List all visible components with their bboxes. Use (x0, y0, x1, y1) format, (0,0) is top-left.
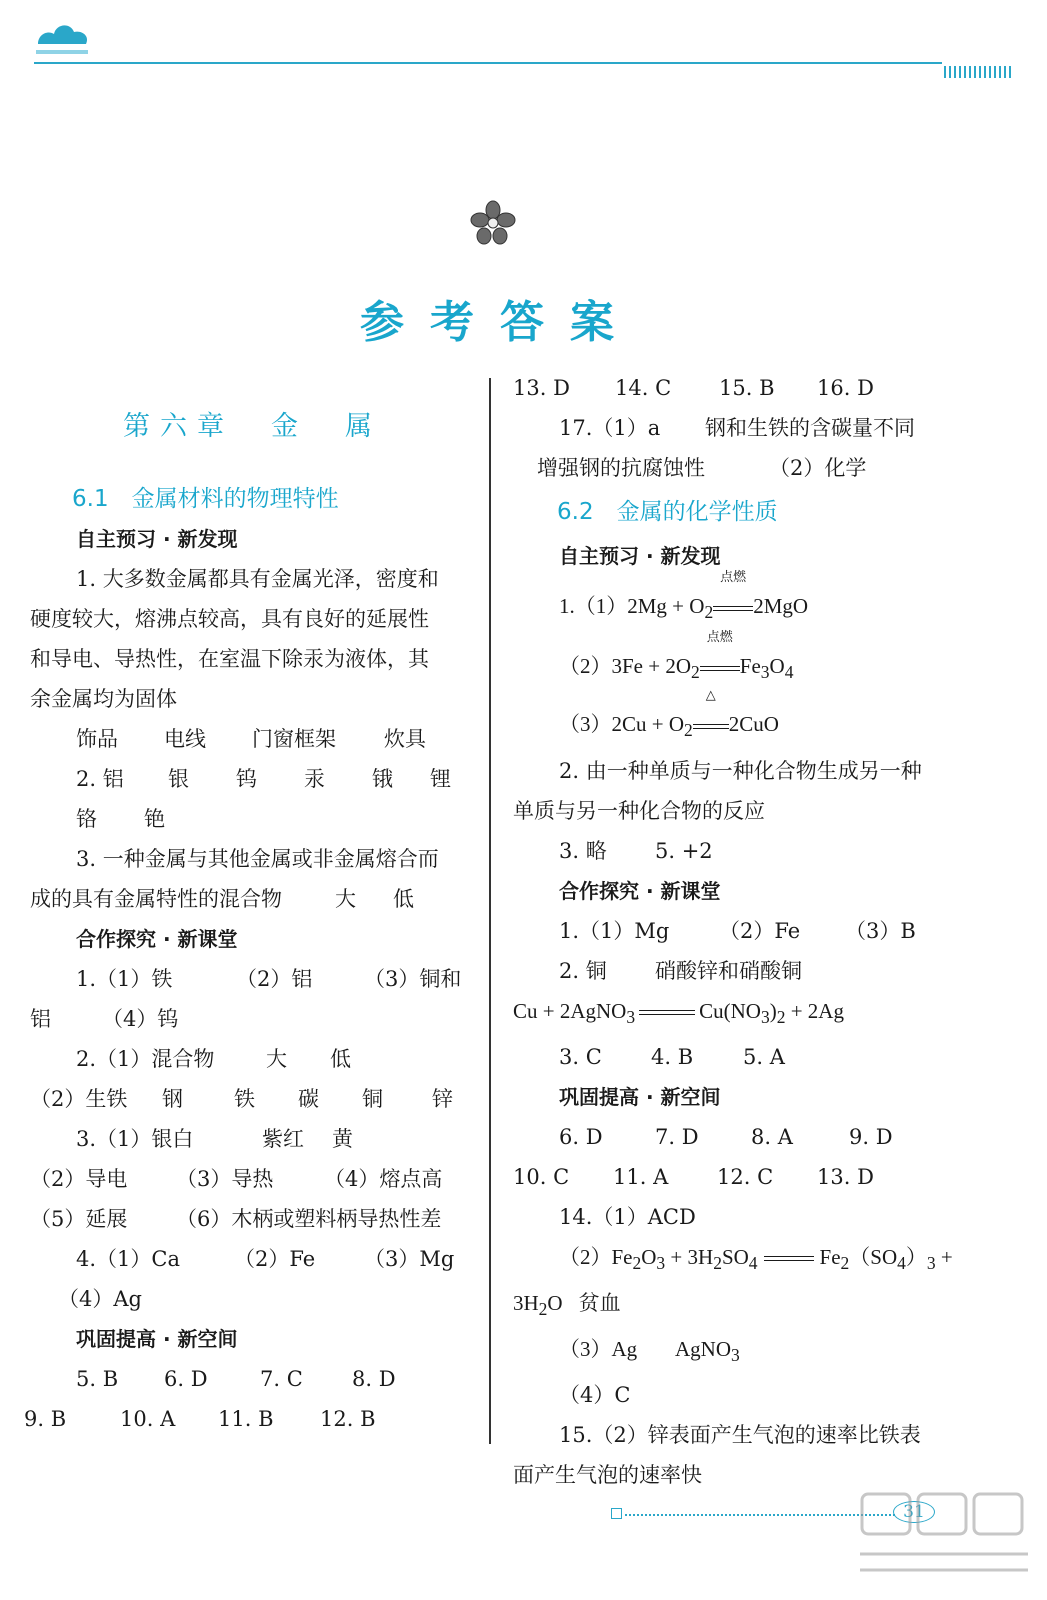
answer-row (513, 448, 983, 488)
eq-sub: 3 (926, 1252, 936, 1273)
answer: 锇 (372, 767, 393, 791)
reaction-arrow (700, 629, 740, 686)
eq-sub: 4 (897, 1252, 906, 1273)
answer-row (30, 879, 475, 919)
answer: 铜 (362, 1087, 383, 1111)
eq-sub: 3 (656, 1252, 666, 1273)
answer-row (513, 368, 983, 408)
answer-row (30, 959, 475, 999)
answer: 增强钢的抗腐蚀性 (537, 456, 705, 480)
answer: 6. D (164, 1367, 208, 1391)
eq-part: 贫血 (578, 1290, 621, 1315)
eq-sub: 2 (538, 1299, 548, 1320)
answer: 3. C (559, 1044, 602, 1069)
eq-sub: 4 (748, 1252, 758, 1273)
answer-row (24, 1399, 475, 1439)
eq-part: SO (721, 1244, 749, 1269)
reaction-condition: 点燃 (706, 629, 733, 645)
header-rule (34, 62, 942, 64)
eq-part: 3H (513, 1290, 539, 1315)
eq-part: + 2Ag (785, 998, 844, 1023)
answer: （2）Fe (719, 918, 801, 943)
eq-sub: 2 (704, 602, 714, 623)
reaction-condition: △ (705, 687, 716, 703)
eq-sub: 2 (713, 1252, 722, 1273)
answer: （2）Fe (234, 1247, 316, 1271)
header-ticks (944, 66, 1014, 78)
answer-row (513, 951, 983, 991)
answer: 大 (335, 887, 356, 911)
section-heading: 6.2 金属的化学性质 (557, 499, 778, 525)
cloud-logo-icon (34, 14, 94, 60)
column-divider (489, 378, 491, 1444)
answer: 13. D (513, 376, 570, 400)
eq-part: 1.（1）2Mg + O (559, 594, 705, 618)
answer: 成的具有金属特性的混合物 (30, 887, 282, 911)
answer: 大 (266, 1047, 287, 1071)
eq-part: （3）2Cu + O (559, 712, 685, 737)
subheading: 自主预习 · 新发现 (76, 527, 238, 551)
answer: 5. A (743, 1044, 785, 1069)
answer: 5. +2 (655, 838, 713, 863)
answer-row (513, 1157, 983, 1197)
answer: 10. C (513, 1164, 570, 1189)
eq-sub: 3 (731, 1345, 740, 1366)
answer-row (30, 719, 475, 759)
answer: 硝酸锌和硝酸铜 (655, 958, 802, 983)
eq-part: ） (905, 1244, 927, 1269)
text-line: 14.（1）ACD (559, 1204, 696, 1229)
text-line: 和导电、导热性，在室温下除汞为液体，其 (30, 647, 429, 671)
answer: 1.（1）铁 (76, 967, 173, 991)
reaction-arrow (693, 687, 729, 744)
answer: 饰品 (76, 727, 118, 751)
eq-part: ) (769, 998, 777, 1023)
eq-part: + 3H (665, 1244, 714, 1269)
eq-part: （2）Fe (559, 1244, 633, 1269)
equation-row (513, 629, 983, 692)
page-title: 参考答案 (360, 297, 640, 348)
subheading: 自主预习 · 新发现 (559, 544, 721, 568)
answer-row (30, 1239, 475, 1279)
answer: 15. B (719, 376, 775, 400)
section-heading: 6.1 金属材料的物理特性 (72, 486, 339, 512)
text-line: 单质与另一种化合物的反应 (513, 798, 765, 823)
answer: 低 (330, 1047, 351, 1071)
answer: 16. D (817, 376, 874, 400)
answer: （2）导电 (30, 1167, 128, 1191)
footer-square-icon (611, 1508, 622, 1519)
eq-sub: 2 (840, 1252, 850, 1273)
right-column (513, 368, 983, 1495)
watermark-logo-icon (850, 1474, 1040, 1584)
answer: 银 (168, 767, 189, 791)
answer: 10. A (120, 1407, 176, 1431)
answer-row (513, 831, 983, 871)
answer-row (30, 1199, 475, 1239)
eq-part: Fe (819, 1244, 841, 1269)
eq-part: （SO (849, 1244, 898, 1269)
answer: 13. D (817, 1164, 874, 1189)
answer-row (513, 1037, 983, 1077)
answer: 7. D (655, 1124, 699, 1149)
answer-row (30, 1359, 475, 1399)
answer: 铁 (234, 1087, 255, 1111)
answer-row (30, 1119, 475, 1159)
answer: 4. B (651, 1044, 694, 1069)
answer: 2. 铝 (76, 767, 124, 791)
eq-part: 2MgO (753, 594, 809, 618)
answer: （4）熔点高 (324, 1167, 443, 1191)
eq-sub: 3 (760, 1006, 770, 1027)
answer: 钢和生铁的含碳量不同 (705, 416, 915, 440)
answer: 4.（1）Ca (76, 1247, 180, 1271)
answer: 8. A (751, 1124, 793, 1149)
eq-part: O (547, 1290, 563, 1315)
answer-row (513, 1329, 983, 1375)
eq-sub: 2 (684, 720, 693, 741)
answer: （3）铜和 (364, 967, 462, 991)
equation-row (513, 569, 983, 632)
answer: 锌 (432, 1087, 453, 1111)
left-column (24, 395, 475, 1439)
answer: 11. A (613, 1164, 669, 1189)
answer: AgNO (675, 1337, 731, 1362)
eq-part: Fe (739, 654, 761, 679)
answer: 8. D (352, 1367, 396, 1391)
subheading: 合作探究 · 新课堂 (559, 878, 721, 903)
answer: （4）钨 (102, 1007, 179, 1031)
answer: 铬 (76, 807, 97, 831)
subheading: 巩固提高 · 新空间 (76, 1327, 238, 1351)
equation-row (513, 991, 983, 1037)
answer: 3. 略 (559, 838, 607, 863)
answer-row (30, 1039, 475, 1079)
answer-row (513, 408, 983, 448)
eq-part: Cu + 2AgNO (513, 998, 627, 1023)
answer: 9. D (849, 1124, 893, 1149)
equation-row (513, 1283, 983, 1329)
text-line: 硬度较大，熔沸点较高，具有良好的延展性 (30, 607, 429, 631)
answer: 6. D (559, 1124, 603, 1149)
flower-icon (470, 200, 516, 246)
reaction-arrow (764, 1237, 814, 1277)
text-line: 余金属均为固体 (30, 687, 177, 711)
answer: 电线 (164, 727, 206, 751)
text-line: 15.（2）锌表面产生气泡的速率比铁表 (559, 1423, 921, 1448)
answer: 锂 (430, 767, 451, 791)
answer: 12. B (320, 1407, 376, 1431)
answer: 铯 (144, 807, 165, 831)
answer: 12. C (717, 1164, 774, 1189)
answer: 铝 (30, 1007, 51, 1031)
answer: （2）铝 (236, 967, 313, 991)
reaction-arrow (713, 569, 753, 626)
eq-sub: 3 (760, 662, 770, 683)
answer: （2）生铁 (30, 1087, 128, 1111)
text-line: 1. 大多数金属都具有金属光泽，密度和 (76, 567, 439, 591)
answer: 门窗框架 (252, 727, 336, 751)
answer: 2.（1）混合物 (76, 1047, 215, 1071)
subheading: 巩固提高 · 新空间 (559, 1084, 721, 1109)
equation-row (513, 1237, 983, 1283)
answer: 9. B (24, 1407, 67, 1431)
page-number: 31 (893, 1501, 935, 1523)
eq-part: + (935, 1244, 953, 1269)
equation-row (513, 687, 983, 750)
answer: （6）木柄或塑料柄导热性差 (176, 1207, 442, 1231)
answer: （3）B (845, 918, 916, 943)
eq-part: 2CuO (728, 712, 779, 737)
answer: 碳 (298, 1087, 319, 1111)
text-line: 面产生气泡的速率快 (513, 1463, 702, 1488)
answer-row (30, 1079, 475, 1119)
answer: 黄 (332, 1127, 353, 1151)
answer: 紫红 (262, 1127, 304, 1151)
answer: 7. C (260, 1367, 303, 1391)
answer: 钨 (236, 767, 257, 791)
text-line: 2. 由一种单质与一种化合物生成另一种 (559, 758, 922, 783)
answer: （3）导热 (176, 1167, 274, 1191)
answer: 汞 (304, 767, 325, 791)
text-line: （4）C (559, 1383, 631, 1408)
answer-row (513, 1117, 983, 1157)
eq-part: Cu(NO (699, 998, 761, 1023)
answer: 11. B (218, 1407, 274, 1431)
eq-part: O (641, 1244, 657, 1269)
answer: （3）Ag (559, 1337, 638, 1362)
eq-part: O (769, 654, 785, 679)
answer: 3.（1）银白 (76, 1127, 194, 1151)
text-line: 3. 一种金属与其他金属或非金属熔合而 (76, 847, 439, 871)
reaction-condition: 点燃 (720, 569, 747, 584)
answer: （2）化学 (769, 456, 867, 480)
eq-sub: 4 (784, 662, 794, 683)
answer: 钢 (162, 1087, 183, 1111)
answer: 5. B (76, 1367, 119, 1391)
answer: 2. 铜 (559, 958, 607, 983)
eq-sub: 2 (691, 662, 700, 683)
answer-row (30, 999, 475, 1039)
answer: 17.（1）a (559, 416, 661, 440)
eq-sub: 3 (626, 1006, 636, 1027)
text-line: （4）Ag (58, 1287, 142, 1311)
answer: （3）Mg (364, 1247, 455, 1271)
eq-sub: 2 (632, 1252, 642, 1273)
answer-row (30, 759, 475, 799)
eq-part: （2）3Fe + 2O (559, 654, 692, 679)
eq-sub: 2 (776, 1006, 786, 1027)
subheading: 合作探究 · 新课堂 (76, 927, 238, 951)
answer: 低 (393, 887, 414, 911)
answer: （5）延展 (30, 1207, 128, 1231)
answer-row (30, 799, 475, 839)
answer: 炊具 (384, 727, 426, 751)
chapter-title: 第六章 金 属 (123, 411, 382, 442)
answer: 1.（1）Mg (559, 918, 670, 943)
answer: 14. C (615, 376, 672, 400)
answer-row (30, 1159, 475, 1199)
answer-row (513, 911, 983, 951)
reaction-arrow (639, 991, 695, 1031)
